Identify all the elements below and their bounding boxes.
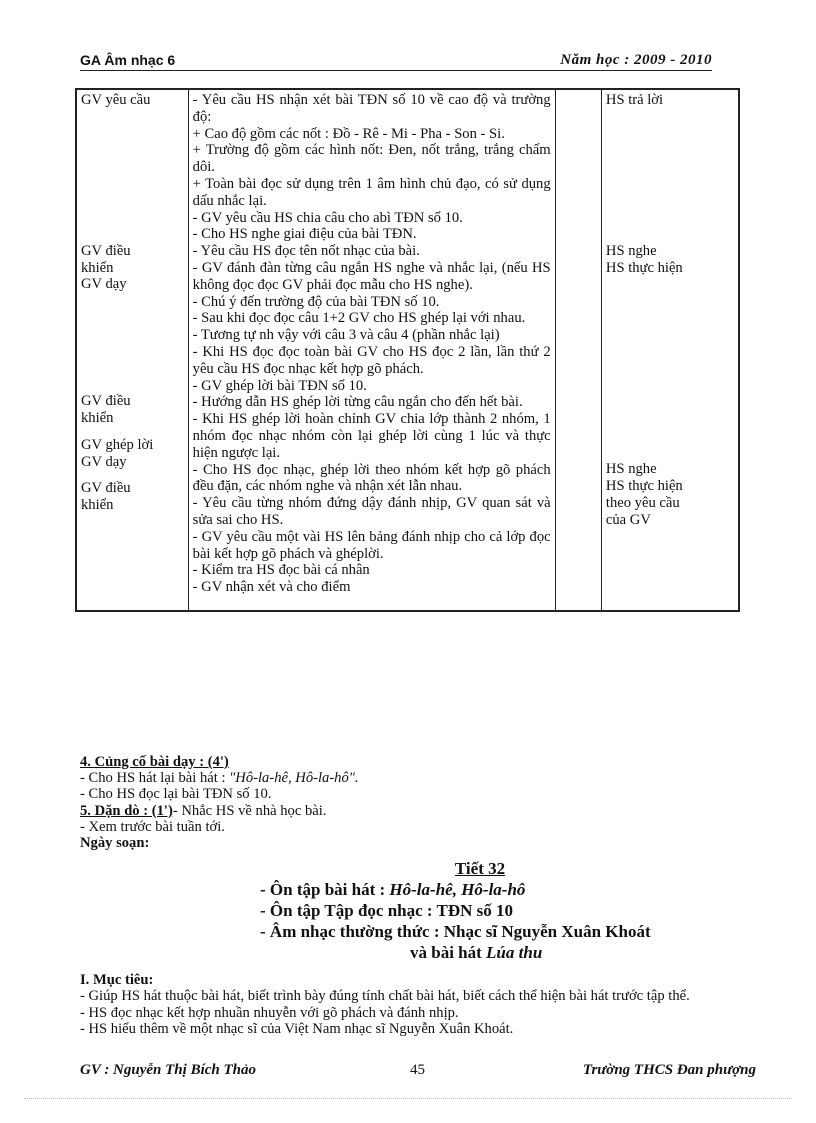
activity-item: + Toàn bài đọc sử dụng trên 1 âm hình chủ đạo, có sử dụng dấu nhắc lại. (192, 175, 551, 209)
teacher-role-label: khiển (81, 497, 114, 514)
objectives-section (80, 972, 750, 1038)
header-school-year: Năm học : 2009 - 2010 (560, 52, 712, 68)
teacher-role-label: khiển (81, 259, 114, 276)
lesson-number: Tiết 32 (454, 859, 506, 878)
teacher-role-label: khiển (81, 409, 114, 426)
student-activity-label: HS thực hiện (605, 478, 683, 495)
lesson-activity-table (75, 88, 740, 612)
section-5-heading: 5. Dặn dò : (1')- Nhắc HS về nhà học bài. (80, 802, 327, 819)
activity-item: - GV ghép lời bài TĐN số 10. (192, 377, 367, 394)
student-activity-label: HS nghe (605, 461, 657, 478)
activity-item: + Cao độ gồm các nốt : Đồ - Rê - Mi - Pha - Son - Si. (192, 125, 505, 142)
student-activity-label: HS nghe (605, 242, 657, 259)
lesson-topic-2: - Ôn tập Tập đọc nhạc : TĐN số 10 (260, 901, 514, 920)
bottom-divider (24, 1098, 792, 1099)
activity-item: - GV nhận xét và cho điểm (192, 579, 351, 596)
activity-item: - Khi HS đọc đọc toàn bài GV cho HS đọc 2 lần, lần thứ 2 yêu cầu HS đọc nhạc kết hợp gõ phách. (192, 343, 551, 377)
activity-item: - Yêu cầu HS đọc tên nốt nhạc của bài. (192, 243, 420, 260)
section-4-line-2: - Cho HS đọc lại bài TĐN số 10. (80, 786, 272, 803)
teacher-role-label: GV dạy (81, 276, 127, 293)
activity-item: - Tương tự nh vậy với câu 3 và câu 4 (phần nhắc lại) (192, 327, 500, 344)
activity-column (188, 89, 555, 611)
page-header (80, 48, 712, 71)
spacer (606, 276, 734, 461)
activity-item: - Yêu cầu từng nhóm đứng dậy đánh nhịp, GV quan sát và sửa sai cho HS. (192, 495, 551, 528)
activity-item: - Hướng dẫn HS ghép lời từng câu ngắn cho đến hết bài. (192, 394, 523, 411)
spacer (81, 109, 184, 243)
activity-item: + Trường độ gồm các hình nốt: Đen, nốt trắng, trắng chấm dôi. (192, 142, 551, 176)
activity-item: - Kiểm tra HS đọc bài cá nhân (192, 562, 370, 579)
header-subject: GA Âm nhạc 6 (80, 52, 176, 68)
teacher-role-label: GV điều (81, 393, 131, 410)
teacher-role-label: GV yêu cầu (81, 92, 151, 108)
spacer (606, 109, 734, 243)
activity-item: - Cho HS đọc nhạc, ghép lời theo nhóm kết hợp gõ phách đều đặn, các nhóm nghe và nhận xét lẫn nhau. (192, 461, 551, 495)
section-5-line-2: - Xem trước bài tuần tới. (80, 818, 225, 835)
objective-item: - HS đọc nhạc kết hợp nhuần nhuyễn với gõ phách và đánh nhịp. (80, 1004, 459, 1021)
footer-teacher: GV : Nguyễn Thị Bích Thảo (80, 1062, 256, 1078)
student-activity-column (601, 89, 739, 611)
teacher-role-column (76, 89, 188, 611)
activity-item: - Chú ý đến trường độ của bài TĐN số 10. (192, 293, 440, 310)
page-footer (80, 1062, 756, 1084)
table-row (76, 89, 739, 611)
activity-item: - Sau khi đọc đọc câu 1+2 GV cho HS ghép lại với nhau. (192, 310, 526, 327)
activity-item: - Khi HS ghép lời hoàn chỉnh GV chia lớp thành 2 nhóm, 1 nhóm đọc nhạc nhóm còn lại ghép lời cùng 1 lúc và thực hiện ngược lại. (192, 411, 551, 461)
activity-item: - GV đánh đàn từng câu ngắn HS nghe và nhắc lại, (nếu HS không đọc đọc GV phải đọc mẫu cho HS nghe). (192, 259, 551, 293)
spacer (81, 293, 184, 393)
student-activity-label: HS trả lời (605, 92, 664, 108)
date-label: Ngày soạn: (80, 835, 150, 852)
student-activity-label: theo yêu cầu (605, 494, 680, 511)
teacher-role-label: GV dạy (81, 453, 127, 470)
section-4-line-1: - Cho HS hát lại bài hát : "Hô-la-hê, Hô-la-hô". (80, 770, 359, 787)
student-activity-label: của GV (605, 511, 651, 528)
student-activity-label: HS thực hiện (605, 259, 683, 276)
objectives-heading: I. Mục tiêu: (80, 972, 154, 988)
section-4-heading: 4. Củng cố bài dạy : (4') (80, 754, 229, 770)
teacher-role-label: GV điều (81, 242, 131, 259)
lesson-topic-4: và bài hát Lúa thu (410, 943, 543, 962)
page-number: 45 (410, 1062, 425, 1078)
empty-column (555, 89, 601, 611)
activity-item: - GV yêu cầu một vài HS lên bảng đánh nhịp cho cả lớp đọc bài kết hợp gõ phách và ghéplời. (192, 528, 551, 562)
spacer (81, 470, 184, 480)
activity-item: - Cho HS nghe giai điệu của bài TĐN. (192, 226, 417, 243)
objective-item: - Giúp HS hát thuộc bài hát, biết trình bày đúng tính chất bài hát, biết cách thể hiện bài hát trước tập thể. (80, 988, 690, 1005)
spacer (81, 427, 184, 437)
objective-item: - HS hiểu thêm về một nhạc sĩ của Việt Nam nhạc sĩ Nguyễn Xuân Khoát. (80, 1021, 514, 1038)
lesson-topic-1: - Ôn tập bài hát : Hô-la-hê, Hô-la-hô (260, 880, 526, 899)
lesson-title-block (80, 858, 760, 963)
lesson-topic-3: - Âm nhạc thường thức : Nhạc sĩ Nguyễn Xuân Khoát (260, 922, 651, 941)
lesson-closing (80, 754, 740, 851)
activity-item: - GV yêu cầu HS chia câu cho abì TĐN số 10. (192, 209, 463, 226)
activity-item: - Yêu cầu HS nhận xét bài TĐN số 10 về cao độ và trường độ: (192, 92, 551, 125)
teacher-role-label: GV ghép lời (81, 436, 154, 453)
footer-school: Trường THCS Đan phượng (582, 1062, 756, 1078)
teacher-role-label: GV điều (81, 480, 131, 497)
